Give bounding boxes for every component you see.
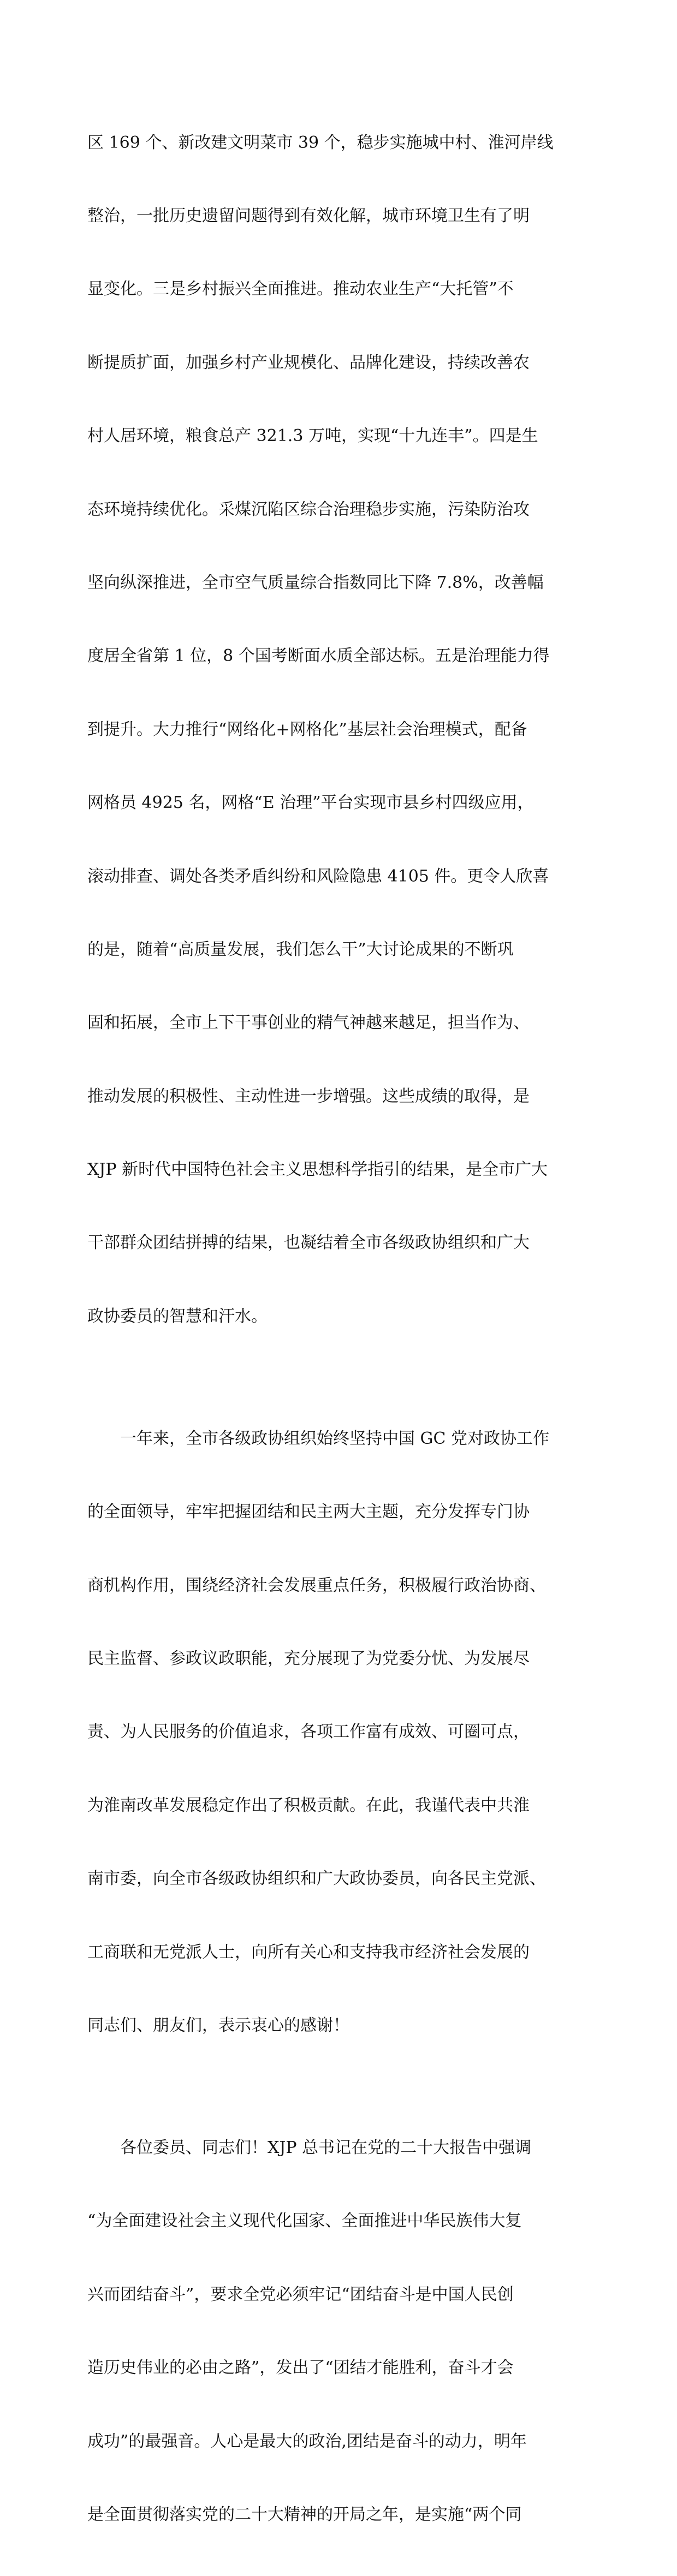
paragraph-achievements [87,82,598,1378]
text-line: 兴而团结奋斗”，要求全党必须牢记“团结奋斗是中国人民创 [87,2285,514,2304]
text-line: 断提质扩面，加强乡村产业规模化、品牌化建设，持续改善农 [87,353,530,372]
text-line: 网格员 4925 名，网格“E 治理”平台实现市县乡村四级应用， [87,793,534,813]
text-line: 民主监督、参政议政职能，充分展现了为党委分忧、为发展尽 [87,1649,530,1668]
text-line: 的是，随着“高质量发展，我们怎么干”大讨论成果的不断巩 [87,939,514,959]
text-line: XJP 新时代中国特色社会主义思想科学指引的结果，是全市广大 [87,1160,548,1180]
text-line: 是全面贯彻落实党的二十大精神的开局之年，是实施“两个同 [87,2504,522,2524]
text-line: 区 169 个、新改建文明菜市 39 个，稳步实施城中村、淮河岸线 [87,133,554,152]
text-line: 成功”的最强音。人心是最大的政治,团结是奋斗的动力，明年 [87,2431,527,2451]
paragraph-cppcc-work [87,1378,598,2087]
text-line: 固和拓展，全市上下干事创业的精气神越来越足，担当作为、 [87,1013,530,1033]
text-line: 显变化。三是乡村振兴全面推进。推动农业生产“大托管”不 [87,279,514,299]
paragraph-unity-struggle [87,2087,598,2576]
text-line: 的全面领导，牢牢把握团结和民主两大主题，充分发挥专门协 [87,1502,530,1522]
text-line: 度居全省第 1 位，8 个国考断面水质全部达标。五是治理能力得 [87,646,550,666]
text-line: 推动发展的积极性、主动性进一步增强。这些成绩的取得，是 [87,1086,530,1106]
document-page [87,82,598,2576]
text-line: 一年来，全市各级政协组织始终坚持中国 GC 党对政协工作 [87,1429,549,1448]
text-line: 责、为人民服务的价值追求，各项工作富有成效、可圈可点， [87,1722,530,1742]
text-line: 工商联和无党派人士，向所有关心和支持我市经济社会发展的 [87,1942,530,1962]
text-line: 造历史伟业的必由之路”，发出了“团结才能胜利，奋斗才会 [87,2358,514,2378]
text-line: 坚向纵深推进，全市空气质量综合指数同比下降 7.8%，改善幅 [87,573,544,592]
text-line: 村人居环境，粮食总产 321.3 万吨，实现“十九连丰”。四是生 [87,426,538,446]
text-line: “为全面建设社会主义现代化国家、全面推进中华民族伟大复 [87,2211,522,2231]
text-line: 各位委员、同志们！XJP 总书记在党的二十大报告中强调 [87,2138,532,2157]
text-line: 同志们、朋友们，表示衷心的感谢！ [87,2015,349,2035]
text-line: 商机构作用，围绕经济社会发展重点任务，积极履行政治协商、 [87,1575,546,1595]
text-line: 到提升。大力推行“网络化+网格化”基层社会治理模式，配备 [87,719,527,739]
text-line: 干部群众团结拼搏的结果，也凝结着全市各级政协组织和广大 [87,1233,530,1253]
text-line: 南市委，向全市各级政协组织和广大政协委员，向各民主党派、 [87,1869,546,1889]
text-line: 整治，一批历史遗留问题得到有效化解，城市环境卫生有了明 [87,206,530,225]
text-line: 政协委员的智慧和汗水。 [87,1306,268,1326]
text-line: 态环境持续优化。采煤沉陷区综合治理稳步实施，污染防治攻 [87,499,530,519]
text-line: 为淮南改革发展稳定作出了积极贡献。在此，我谨代表中共淮 [87,1795,530,1815]
text-line: 滚动排查、调处各类矛盾纠纷和风险隐患 4105 件。更令人欣喜 [87,866,549,886]
